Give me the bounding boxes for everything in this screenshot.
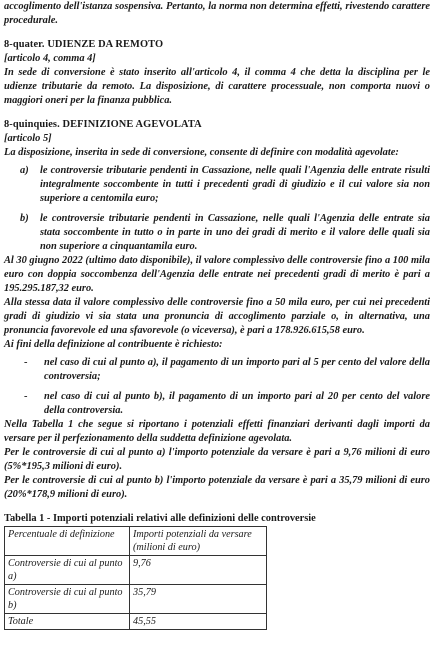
paragraph-richiesto: Ai fini della definizione al contribuente è richiesto:	[4, 339, 223, 350]
list-item-b	[4, 212, 430, 254]
table-header-cell: Importi potenziali da versare (milioni di euro)	[130, 527, 267, 556]
paragraph-tabella: Nella Tabella 1 che segue si riportano i potenziali effetti finanziari derivanti dagli importi da versare per il perfezionamento della suddetta definizione agevolata.	[4, 419, 430, 444]
importi-table	[4, 526, 267, 630]
dash-item-text: nel caso di cui al punto b), il pagamento di un importo pari al 20 per cento del valore della controversia.	[44, 391, 430, 416]
paragraph-importo-a: Per le controversie di cui al punto a) l'importo potenziale da versare è pari a 9,76 milioni di euro (5%*195,3 milioni di euro).	[4, 447, 430, 472]
list-item-text: le controversie tributarie pendenti in Cassazione, nelle quali l'Agenzia delle entrate risulti integralmente soccombente in tutti i precedenti gradi di giudizio e il cui valore sia non superiore a centomila euro;	[40, 165, 430, 204]
list-marker: a)	[20, 165, 29, 176]
list-item-a	[4, 164, 430, 206]
section-heading-udienze: 8-quater. UDIENZE DA REMOTO	[4, 39, 164, 50]
dash-marker: -	[24, 391, 28, 402]
table-header-row	[5, 527, 267, 556]
dash-item-a	[4, 356, 430, 384]
intro-paragraph: accoglimento dell'istanza sospensiva. Pertanto, la norma non determina effetti, rivestendo carattere procedurale.	[4, 1, 430, 26]
table-row	[5, 556, 267, 585]
table-row	[5, 585, 267, 614]
section-intro-definizione: La disposizione, inserita in sede di conversione, consente di definire con modalità agevolate:	[4, 147, 399, 158]
paragraph-importo-b: Per le controversie di cui al punto b) l'importo potenziale da versare è pari a 35,79 milioni di euro (20%*178,9 milioni di euro).	[4, 475, 430, 500]
table-caption: Tabella 1 - Importi potenziali relativi alle definizioni delle controversie	[4, 513, 316, 524]
table-cell: 35,79	[130, 585, 267, 614]
dash-marker: -	[24, 357, 28, 368]
section-ref-definizione: [articolo 5]	[4, 133, 52, 144]
table-row	[5, 614, 267, 630]
paragraph-valore-100mila: Al 30 giugno 2022 (ultimo dato disponibile), il valore complessivo delle controversie fino a 100 mila euro con doppia soccombenza dell'Agenzia delle entrate nei precedenti gradi di merito è pari a 195.295.187,32 euro.	[4, 255, 431, 294]
table-header-cell: Percentuale di definizione	[5, 527, 130, 556]
dash-item-text: nel caso di cui al punto a), il pagamento di un importo pari al 5 per cento del valore della controversia;	[44, 357, 430, 382]
table-cell: Controversie di cui al punto b)	[5, 585, 130, 614]
section-body-udienze: In sede di conversione è stato inserito all'articolo 4, il comma 4 che detta la disciplina per le udienze tributarie da remoto. La disposizione, di carattere processuale, non comporta nuovi o maggiori oneri per la finanza pubblica.	[4, 67, 430, 106]
document-page	[4, 0, 430, 630]
table-cell: Totale	[5, 614, 130, 630]
paragraph-valore-50mila: Alla stessa data il valore complessivo delle controversie fino a 50 mila euro, per cui nei precedenti gradi di giudizio vi sia stata una pronuncia di accoglimento parziale o, in alternativa, una pronuncia favorevole ed una sfavorevole (o viceversa), è pari a 178.926.615,58 euro.	[4, 297, 430, 336]
section-heading-definizione: 8-quinquies. DEFINIZIONE AGEVOLATA	[4, 119, 202, 130]
dash-item-b	[4, 390, 430, 418]
list-marker: b)	[20, 213, 29, 224]
section-ref-udienze: [articolo 4, comma 4]	[4, 53, 96, 64]
table-cell: Controversie di cui al punto a)	[5, 556, 130, 585]
table-cell: 45,55	[130, 614, 267, 630]
list-item-text: le controversie tributarie pendenti in Cassazione, nelle quali l'Agenzia delle entrate sia stata soccombente in tutto o in parte in uno dei gradi di merito e il valore delle quali sia non superiore a cinquantamila euro.	[40, 213, 430, 252]
table-cell: 9,76	[130, 556, 267, 585]
